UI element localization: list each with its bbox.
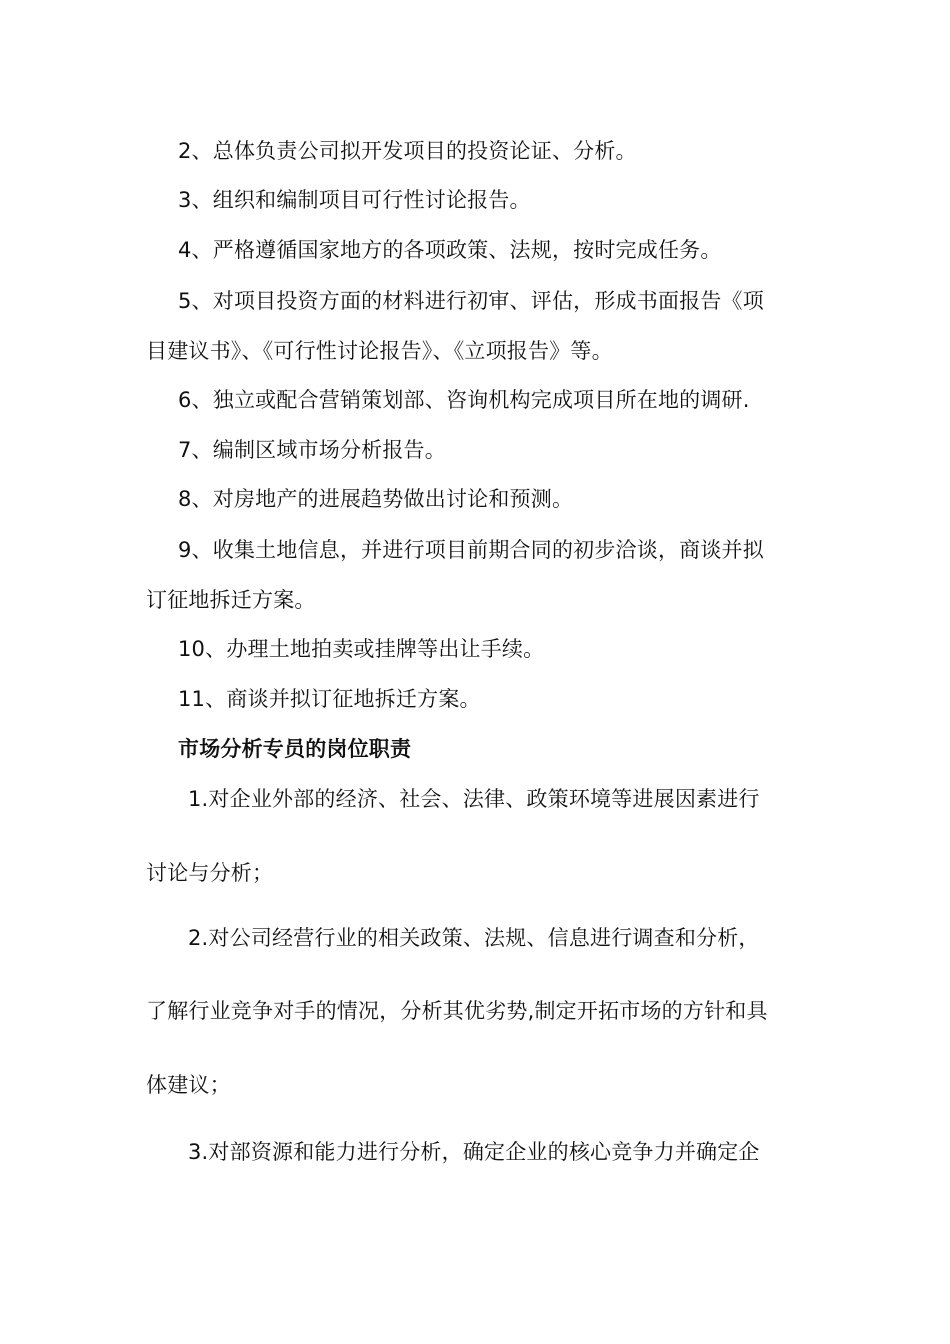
paragraph-item-10: 10、办理土地拍卖或挂牌等出让手续。 [178,637,545,661]
duty-item-1-continued: 讨论与分析； [146,861,274,885]
paragraph-item-2: 2、总体负责公司拟开发项目的投资论证、分析。 [178,139,637,163]
paragraph-item-11: 11、商谈并拟订征地拆迁方案。 [178,687,481,711]
paragraph-item-5-continued: 目建议书》、《可行性讨论报告》、《立项报告》等。 [146,339,613,363]
section-heading: 市场分析专员的岗位职责 [178,737,412,761]
duty-item-3: 3.对部资源和能力进行分析，确定企业的核心竞争力并确定企 [188,1140,760,1164]
paragraph-item-5: 5、对项目投资方面的材料进行初审、评估，形成书面报告《项 [178,289,764,313]
duty-item-2-continued-2: 体建议； [146,1073,231,1097]
paragraph-item-3: 3、组织和编制项目可行性讨论报告。 [178,188,531,212]
paragraph-item-9: 9、收集土地信息，并进行项目前期合同的初步洽谈，商谈并拟 [178,538,764,562]
paragraph-item-9-continued: 订征地拆迁方案。 [146,588,316,612]
paragraph-item-7: 7、编制区域市场分析报告。 [178,438,446,462]
duty-item-1: 1.对企业外部的经济、社会、法律、政策环境等进展因素进行 [188,787,760,811]
paragraph-item-6: 6、独立或配合营销策划部、咨询机构完成项目所在地的调研. [178,388,750,412]
paragraph-item-8: 8、对房地产的进展趋势做出讨论和预测。 [178,487,574,511]
duty-item-2: 2.对公司经营行业的相关政策、法规、信息进行调查和分析， [188,926,760,950]
paragraph-item-4: 4、严格遵循国家地方的各项政策、法规，按时完成任务。 [178,238,722,262]
duty-item-2-continued: 了解行业竞争对手的情况，分析其优劣势,制定开拓市场的方针和具 [146,999,768,1023]
